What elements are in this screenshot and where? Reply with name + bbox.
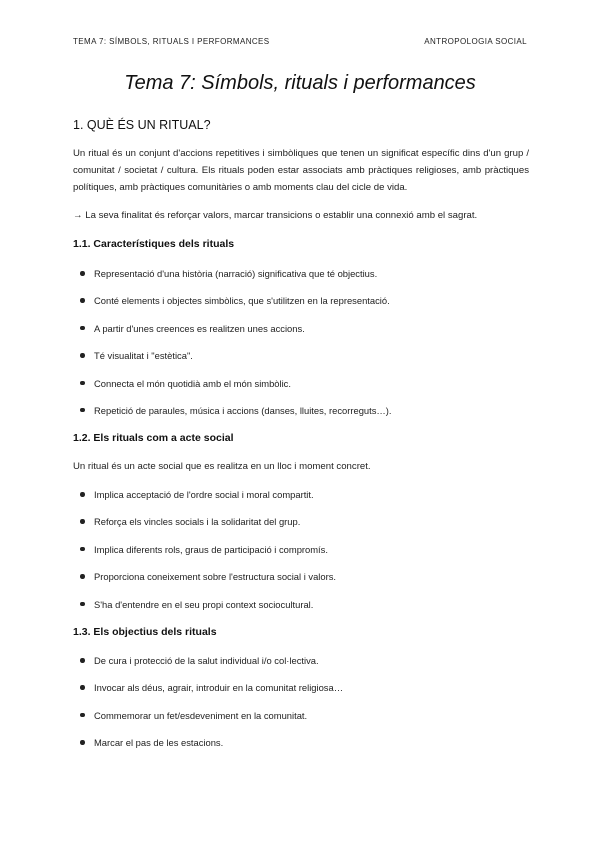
bullet-icon — [80, 298, 85, 303]
list-item: Té visualitat i "estètica". — [73, 350, 529, 377]
bullet-icon — [80, 602, 85, 607]
list-item: Implica diferents rols, graus de participació i compromís. — [73, 544, 529, 571]
bullet-icon — [80, 740, 85, 745]
bullet-icon — [80, 408, 85, 413]
bullet-icon — [80, 353, 85, 358]
list-item: Repetició de paraules, música i accions (danses, lluites, recorreguts…). — [73, 405, 529, 432]
list-item: S'ha d'entendre en el seu propi context sociocultural. — [73, 599, 529, 626]
list-item: Commemorar un fet/esdeveniment en la comunitat. — [73, 710, 529, 737]
list-item: Invocar als déus, agrair, introduir en la comunitat religiosa… — [73, 682, 529, 709]
section-1-3-heading: 1.3. Els objectius dels rituals — [73, 626, 217, 638]
list-item: Conté elements i objectes simbòlics, que s'utilitzen en la representació. — [73, 295, 529, 322]
section-1-2-intro: Un ritual és un acte social que es realitza en un lloc i moment concret. — [73, 461, 371, 472]
section-1-1-list — [73, 268, 529, 432]
bullet-icon — [80, 271, 85, 276]
bullet-icon — [80, 685, 85, 690]
list-item: De cura i protecció de la salut individual i/o col·lectiva. — [73, 655, 529, 682]
section-1-note: → La seva finalitat és reforçar valors, marcar transicions o establir una connexió amb el sagrat. — [73, 210, 478, 221]
bullet-icon — [80, 713, 85, 718]
bullet-icon — [80, 381, 85, 386]
bullet-icon — [80, 547, 85, 552]
section-1-3-list — [73, 655, 529, 765]
section-1-2-heading: 1.2. Els rituals com a acte social — [73, 432, 234, 444]
list-item: Proporciona coneixement sobre l'estructura social i valors. — [73, 571, 529, 598]
bullet-icon — [80, 519, 85, 524]
section-1-1-heading: 1.1. Característiques dels rituals — [73, 238, 235, 250]
list-item: Marcar el pas de les estacions. — [73, 737, 529, 764]
page-header — [73, 37, 527, 46]
bullet-icon — [80, 326, 85, 331]
header-left: TEMA 7: SÍMBOLS, RITUALS I PERFORMANCES — [73, 37, 270, 46]
list-item: Connecta el món quotidià amb el món simbòlic. — [73, 378, 529, 405]
bullet-icon — [80, 574, 85, 579]
list-item: Representació d'una història (narració) significativa que té objectius. — [73, 268, 529, 295]
document-title: Tema 7: Símbols, rituals i performances — [124, 72, 476, 94]
list-item: Reforça els vincles socials i la solidaritat del grup. — [73, 516, 529, 543]
bullet-icon — [80, 658, 85, 663]
section-1-paragraph: Un ritual és un conjunt d'accions repetitives i simbòliques que tenen un significat específic dins d'un grup / comunitat / societat / cultura. Els rituals poden estar associats amb pràctiques religioses, amb pràctiques polítiques, amb pràctiques comunitàries o amb moments clau del cicle de vida. — [73, 148, 529, 193]
list-item: Implica acceptació de l'ordre social i moral compartit. — [73, 489, 529, 516]
section-1-2-list — [73, 489, 529, 626]
section-1-heading: 1. QUÈ ÉS UN RITUAL? — [73, 118, 211, 132]
header-right: ANTROPOLOGIA SOCIAL — [424, 37, 527, 46]
bullet-icon — [80, 492, 85, 497]
list-item: A partir d'unes creences es realitzen unes accions. — [73, 323, 529, 350]
